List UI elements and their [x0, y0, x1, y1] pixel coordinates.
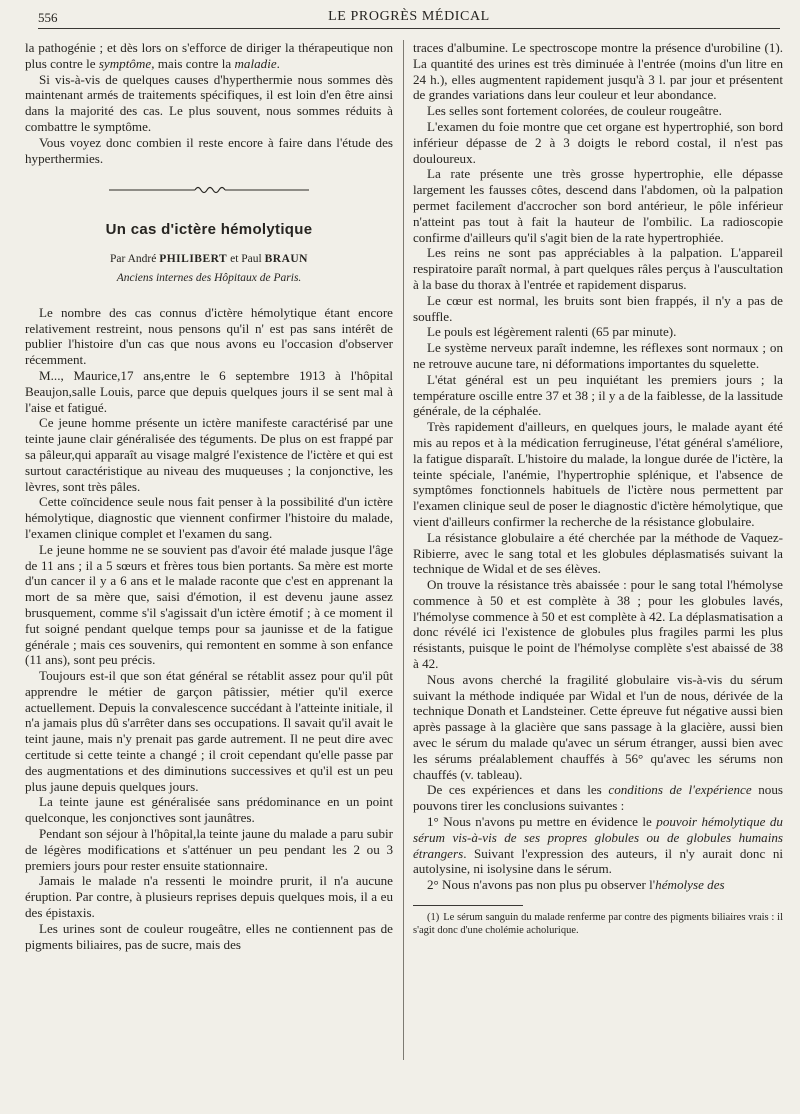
column-rule	[403, 40, 404, 1060]
paragraph	[413, 166, 783, 245]
ornament-divider-icon	[109, 184, 309, 196]
text-run: Vous voyez donc combien il reste encore à faire dans l'étude des hyperthermies.	[25, 134, 393, 166]
paragraph	[413, 814, 783, 877]
paragraph	[413, 293, 783, 325]
paragraph	[25, 40, 393, 72]
text-run: Le système nerveux paraît indemne, les réflexes sont normaux ; on ne retrouve aucune tare, ni déformations importantes du squelette.	[413, 340, 783, 371]
text-run: Jamais le malade n'a ressenti le moindre prurit, il n'a aucune éruption. Par contre, à plusieurs reprises depuis quelques mois, il a eu des épistaxis.	[25, 873, 393, 921]
paragraph	[413, 782, 783, 814]
article-body-right	[413, 40, 783, 893]
paragraph	[413, 40, 783, 103]
italic-text: pouvoir hémolytique du sérum vis-à-vis de ses propres globules ou de globules humains étrangers	[413, 814, 783, 861]
text-run: Les reins ne sont pas appréciables à la palpation. L'appareil respiratoire paraît normal, à part quelques râles perçus à l'auscultation à la base du thorax à l'entrée et rapidement disparus.	[413, 245, 783, 292]
text-run: 1° Nous n'avons pu mettre en évidence le	[427, 814, 657, 830]
italic-text: maladie	[234, 55, 277, 71]
paragraph	[25, 135, 393, 167]
text-run: M..., Maurice,17 ans,entre le 6 septembre 1913 à l'hôpital Beaujon,salle Louis, parce que depuis quelques jours il se sent mal à l'aise et fatigué.	[25, 367, 393, 415]
text-run: Le nombre des cas connus d'ictère hémolytique étant encore relativement restreint, nous pensons qu'il n' est pas sans intérêt de publier l'histoire d'un cas que nous avons eu l'occasion d'observer récemment.	[25, 304, 393, 368]
article-body-left	[25, 305, 393, 953]
running-header	[38, 6, 780, 29]
italic-text: hémolyse des	[655, 877, 725, 893]
text-run: Ce jeune homme présente un ictère manifeste caractérisé par une teinte jaune clair généralisée des téguments. De plus on est frappé par sa pâleur,qui apparaît au visage malgré l'existence de l'ictère et qui est surtout caractéristique au niveau des muqueuses ; la conjonctive, les lèvres, sont très pâles.	[25, 415, 393, 494]
paragraph	[413, 877, 783, 893]
paragraph	[25, 305, 393, 368]
author-braun: BRAUN	[264, 253, 308, 266]
text-run: L'état général est un peu inquiétant les premiers jours ; la température oscille entre 37 et 38 ; il y a de la faiblesse, de la lassitude générale, de la céphalée.	[413, 371, 783, 419]
paragraph	[25, 494, 393, 541]
text-run: , mais contre la	[151, 55, 235, 71]
paragraph	[413, 372, 783, 419]
paragraph	[413, 324, 783, 340]
text-run: 2° Nous n'avons pas non plus pu observer l'	[427, 877, 656, 893]
author-affiliation: Anciens internes des Hôpitaux de Paris.	[116, 271, 302, 284]
footnote-label: (1)	[427, 912, 440, 924]
text-run: Le pouls est légèrement ralenti (65 par minute).	[427, 324, 677, 340]
paragraph	[413, 419, 783, 530]
paragraph	[413, 340, 783, 372]
text-run: Pendant son séjour à l'hôpital,la teinte jaune du malade a paru subir de légères modifications et s'atténuer un peu pendant les 2 ou 3 premiers jours pour rester ensuite stationnaire.	[25, 826, 393, 873]
paragraph	[25, 826, 393, 873]
text-run: . Suivant l'expression des auteurs, il n'y aurait donc ni autolysine, ni isolysine dans le sérum.	[413, 845, 783, 877]
left-column	[25, 40, 393, 952]
text-run: Les selles sont fortement colorées, de couleur rougeâtre.	[427, 103, 722, 119]
text-run: De ces expériences et dans les	[427, 782, 609, 798]
text-run: Nous avons cherché la fragilité globulaire vis-à-vis du sérum suivant la méthode indiquée par Widal et l'un de nous, dérivée de la technique Donath et Landsteiner. Cette épreuve fut négative aussi bien après passage à la glacière que sans passage à la glacière, aussi bien avec le sérum du malade qu'avec un sérum étranger, aussi bien avec les sérums préalablement chauffés à 56° qu'avec les sérums non chauffés (v. tableau).	[413, 671, 783, 782]
text-run: Le jeune homme ne se souvient pas d'avoir été malade jusque l'âge de 11 ans ; il a 5 sœurs et frères tous bien portants. Sa mère est morte d'un cancer il y a 6 ans et le malade raconte que c'est en apprenant la mort de sa mère que, saisi d'émotion, il est devenu jaune assez brusquement, comme s'il s'agissait d'un ictère émotif ; à ce moment il fut soigné pendant quelque temps pour sa jaunisse et de la fatigue générale ; mais ces souvenirs, qui remontent en somme à son enfance (11 ans), sont peu précis.	[25, 541, 393, 668]
text-run: traces d'albumine. Le spectroscope montre la présence d'urobiline (1). La quantité des urines est très diminuée à l'entrée (moins d'un litre en 24 h.), elles augmentent rapidement jusqu'à 3 l. par jour et présentent de grandes variations dans leur couleur et leur abondance.	[413, 40, 783, 103]
text-run: nous pouvons tirer les conclusions suivantes :	[413, 782, 783, 814]
paragraph	[413, 530, 783, 577]
byline-prefix: Par André	[110, 253, 157, 266]
text-run: Le cœur est normal, les bruits sont bien frappés, il n'y a pas de souffle.	[413, 292, 783, 324]
article-byline	[25, 252, 393, 268]
italic-text: conditions de l'expérience	[608, 782, 752, 798]
text-run: Les urines sont de couleur rougeâtre, elles ne contiennent pas de pigments biliaires, pas de sucre, mais des	[25, 920, 393, 952]
paragraph	[25, 368, 393, 415]
author-philibert: PHILIBERT	[159, 253, 228, 266]
footnote-text: Le sérum sanguin du malade renferme par contre des pigments biliaires vrais : il s'agit donc d'une cholémie acholurique.	[413, 912, 783, 936]
paragraph	[413, 672, 783, 783]
paragraph	[413, 119, 783, 166]
text-run: Toujours est-il que son état général se rétablit assez pour qu'il pût apprendre le métier de garçon pâtissier, métier qu'il exerce actuellement. Depuis la convalescence succédant à l'atteinte initiale, il n'a jamais plus dû s'arrêter dans ses occupations. Il savait qu'il avait le teint jaune, mais n'y prenait pas garde autrement. Il ne peut dire avec certitude si cette teinte a changé ; il croit cependant qu'elle passe par des augmentations et des diminutions successives et qu'il est un peu plus jaune depuis quelques jours.	[25, 668, 393, 794]
text-run: On trouve la résistance très abaissée : pour le sang total l'hémolyse commence à 50 et est complète à 38 ; pour les globules lavés, l'hémolyse commence à 50 et est complète à 42. La déplasmatisation a donc révélé ici l'existence de globules plus fragiles parmi les plus résistants, puisque le point de l'hémolyse complète s'est abaissé de 38 à 42.	[413, 577, 783, 672]
text-run: La rate présente une très grosse hypertrophie, elle dépasse largement les fausses côtes, descend dans l'abdomen, où la palpation permet facilement d'accrocher son bord antérieur, le pôle inférieur n'atteint pas tout à fait la hauteur de l'ombilic. La radioscopie confirme d'ailleurs qu'il s'agit bien de la rate hypertrophiée.	[413, 166, 783, 245]
paragraph	[413, 103, 783, 119]
journal-title: LE PROGRÈS MÉDICAL	[328, 9, 490, 24]
paragraph	[25, 668, 393, 794]
text-run: La résistance globulaire a été cherchée par la méthode de Vaquez-Ribierre, avec le sang total et les globules déplasmatisés suivant la technique de Widal et de ses élèves.	[413, 529, 783, 577]
paragraph	[413, 577, 783, 672]
right-column	[413, 40, 783, 937]
paragraph	[413, 245, 783, 292]
paragraph	[25, 72, 393, 135]
text-run: .	[276, 55, 280, 71]
text-run: la pathogénie ; et dès lors on s'efforce de diriger la thérapeutique non plus contre le	[25, 40, 393, 71]
text-run: Très rapidement d'ailleurs, en quelques jours, le malade ayant été mis au repos et à la médication ferrugineuse, l'état général s'améliore, la fatigue disparaît. L'histoire du malade, la longue durée de l'ictère, la teinte spéciale, l'anémie, l'hypertrophie splénique, et l'absence de symptômes fonctionnels habituels de l'ictère nous permettent par l'examen clinique seul de poser le diagnostic d'ictère hémolytique, que vient d'ailleurs confirmer la recherche de la résistance globulaire.	[413, 419, 783, 529]
text-run: Cette coïncidence seule nous fait penser à la possibilité d'un ictère hémolytique, diagnostic que viennent confirmer l'histoire du malade, l'examen clinique complet et l'examen du sang.	[25, 494, 393, 541]
article-title: Un cas d'ictère hémolytique	[105, 221, 313, 239]
byline-mid: et Paul	[230, 253, 262, 266]
paragraph	[25, 921, 393, 953]
paragraph	[25, 542, 393, 668]
intro-text	[25, 40, 393, 166]
text-run: La teinte jaune est généralisée sans prédominance en un point quelconque, les conjonctives sont jaunâtres.	[25, 794, 393, 826]
paragraph	[25, 415, 393, 494]
footnote-rule	[413, 905, 523, 906]
page-number: 556	[38, 10, 58, 25]
text-run: L'examen du foie montre que cet organe est hypertrophié, son bord inférieur dépasse de 2 à 3 doigts le rebord costal, il n'est pas douloureux.	[413, 118, 783, 166]
paragraph	[25, 873, 393, 920]
footnote	[413, 912, 783, 937]
section-ornament	[25, 184, 393, 196]
italic-text: symptôme	[98, 55, 152, 71]
text-run: Si vis-à-vis de quelques causes d'hyperthermie nous sommes dès maintenant armés de traitements spécifiques, il est loin d'en être ainsi dans la majorité des cas. Le plus souvent, nous sommes réduits à combattre le symptôme.	[25, 71, 393, 134]
paragraph	[25, 794, 393, 826]
